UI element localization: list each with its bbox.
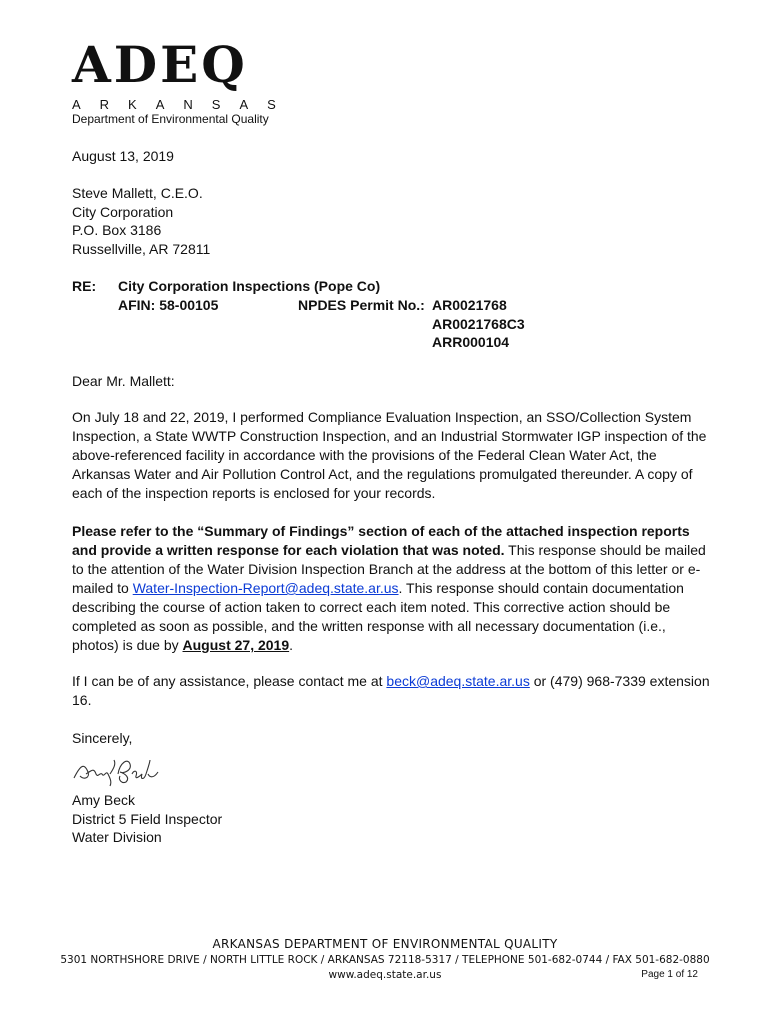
paragraph-response-instructions (72, 522, 712, 655)
inspection-report-email-link[interactable]: Water-Inspection-Report@adeq.state.ar.us (132, 580, 399, 596)
page-number: Page 1 of 12 (641, 969, 698, 980)
letter-date: August 13, 2019 (72, 148, 174, 164)
closing: Sincerely, (72, 730, 133, 746)
adeq-logo: ADEQ (72, 35, 248, 94)
recipient-name: Steve Mallett, C.E.O. (72, 185, 203, 201)
logo-department-name: Department of Environmental Quality (72, 112, 269, 126)
signer-title: District 5 Field Inspector (72, 810, 223, 827)
re-subject: City Corporation Inspections (Pope Co) (118, 278, 381, 294)
instruction-text: This response should be mailed to the attention of the Water Division Inspection Branch at the address at the bottom of this letter or e-mailed to (72, 542, 706, 596)
signer-block (72, 791, 222, 847)
contact-phone-text: or (479) 968-7339 extension 16. (72, 673, 710, 708)
paragraph-contact (72, 672, 712, 710)
recipient-po-box: P.O. Box 3186 (72, 222, 162, 238)
signer-name: Amy Beck (72, 792, 136, 808)
footer-address: 5301 NORTHSHORE DRIVE / NORTH LITTLE ROCK / ARKANSAS 72118-5317 / TELEPHONE 501-682-0744 / FAX 501-682-0880 (60, 954, 710, 966)
due-date: August 27, 2019 (182, 637, 290, 653)
recipient-block (72, 184, 210, 258)
recipient-city: Russellville, AR 72811 (72, 240, 211, 257)
recipient-company: City Corporation (72, 203, 174, 220)
permit-number: ARR000104 (432, 334, 510, 350)
paragraph-inspection-summary: On July 18 and 22, 2019, I performed Compliance Evaluation Inspection, an SSO/Collection System Inspection, a State WWTP Construction Inspection, and an Industrial Stormwater IGP inspection of the above-referenced facility in accordance with the provisions of the Federal Clean Water Act, the Arkansas Water and Air Pollution Control Act, and the regulations promulgated thereunder. A copy of each of the inspection reports is enclosed for your records. (72, 409, 707, 501)
inspector-email-link[interactable]: beck@adeq.state.ar.us (386, 673, 530, 689)
logo-state-name: ARKANSAS (72, 97, 295, 112)
sentence-end: . (289, 637, 294, 653)
footer-org: ARKANSAS DEPARTMENT OF ENVIRONMENTAL QUALITY (212, 937, 558, 951)
footer-website: www.adeq.state.ar.us (328, 969, 442, 981)
salutation: Dear Mr. Mallett: (72, 373, 175, 389)
re-permit-label: NPDES Permit No.: (298, 297, 425, 313)
handwritten-signature (70, 752, 162, 788)
permit-number: AR0021768C3 (432, 315, 525, 332)
instruction-text-continued: . This response should contain documentation describing the course of action taken to correct each item noted. This corrective action should be completed as soon as possible, and the written response with all necessary documentation (i.e., photos) is due by (72, 580, 684, 653)
re-afin: AFIN: 58-00105 (118, 297, 219, 313)
re-label: RE: (72, 278, 97, 294)
signer-division: Water Division (72, 829, 162, 845)
bold-instruction: Please refer to the “Summary of Findings” section of each of the attached inspection reports and provide a written response for each violation that was noted. (72, 523, 690, 558)
re-permit-list (432, 296, 525, 352)
permit-number: AR0021768 (432, 297, 507, 313)
contact-text: If I can be of any assistance, please contact me at (72, 673, 387, 689)
